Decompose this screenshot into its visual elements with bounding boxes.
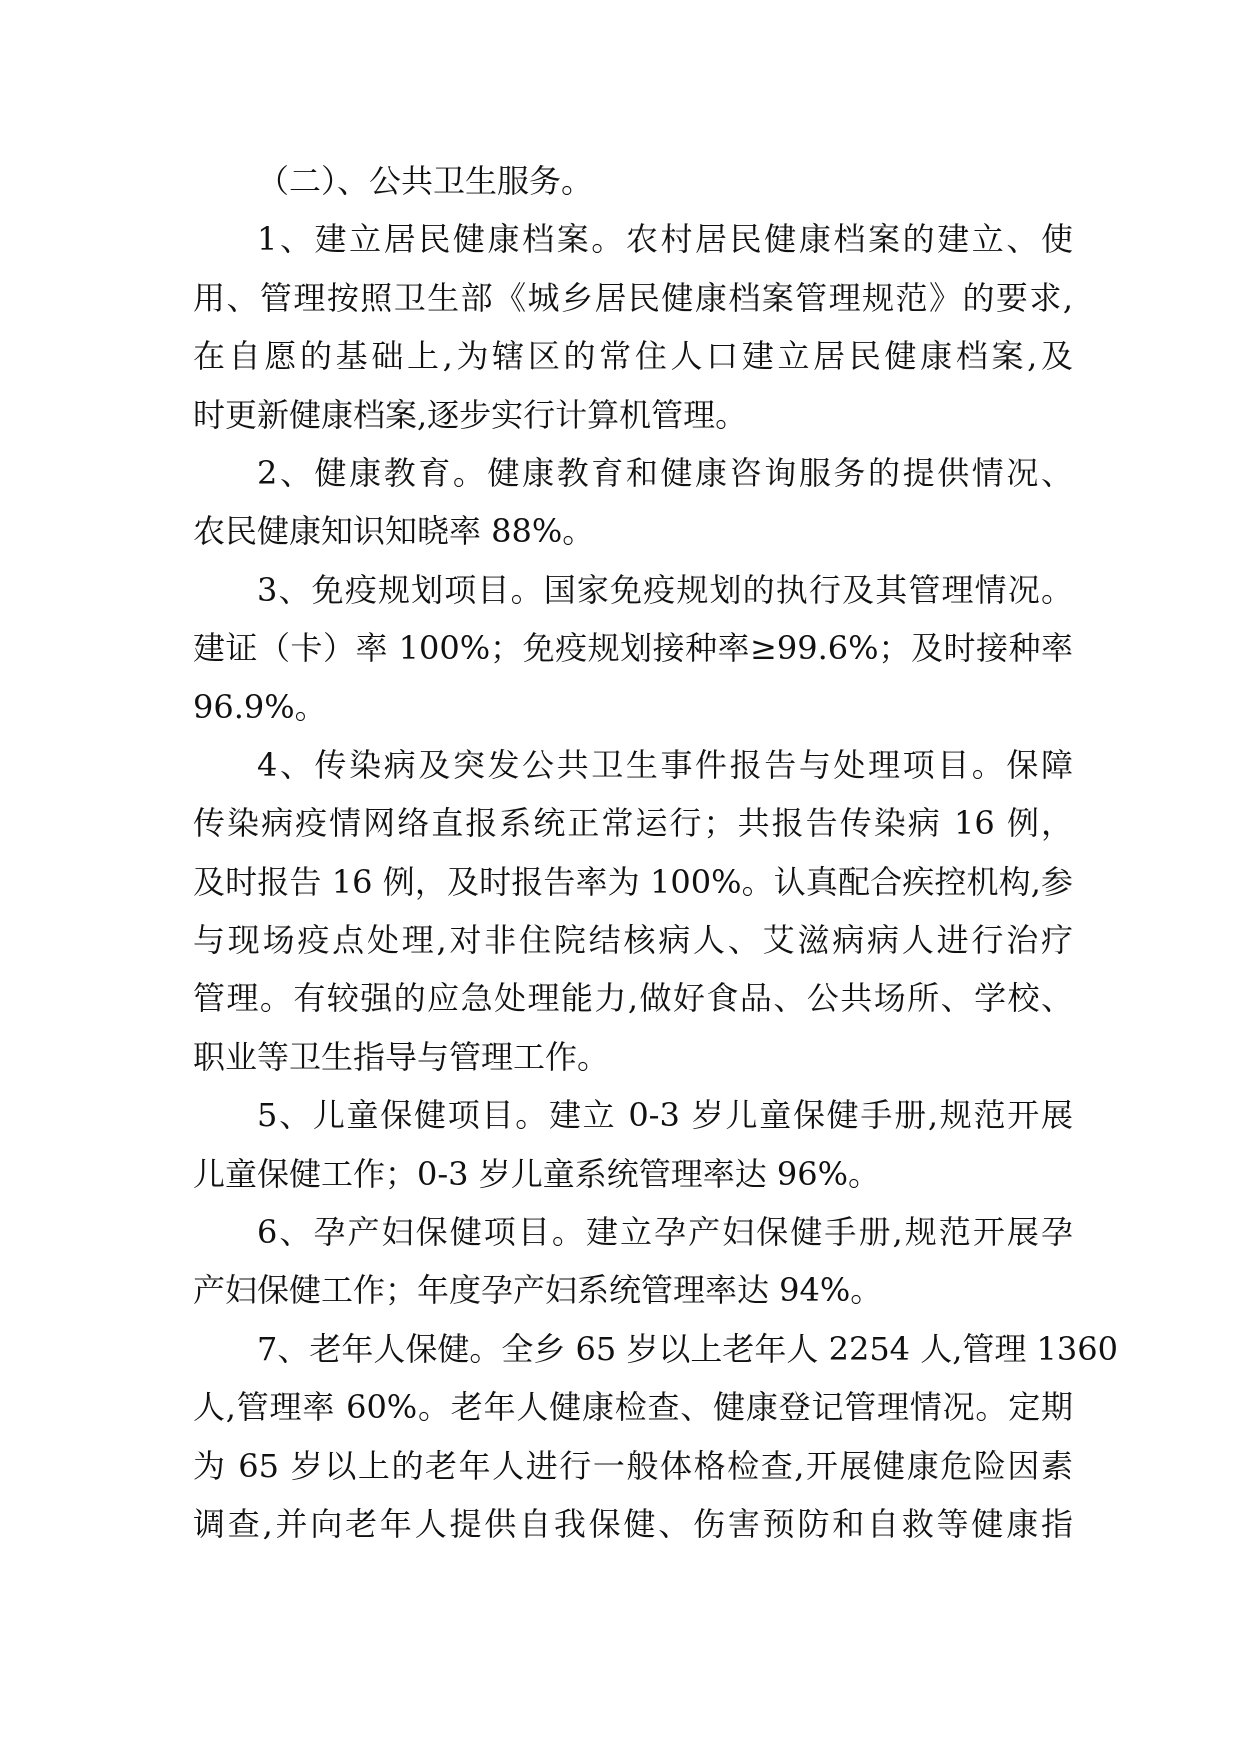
text-line: 及时报告 16 例，及时报告率为 100%。认真配合疾控机构,参 [193,862,1073,901]
text-line: 管理。有较强的应急处理能力,做好食品、公共场所、学校、 [193,979,1073,1018]
text-line: 在自愿的基础上,为辖区的常住人口建立居民健康档案,及 [193,337,1073,376]
text-line: 传染病疫情网络直报系统正常运行；共报告传染病 16 例， [193,804,1073,843]
text-line: 儿童保健工作；0-3 岁儿童系统管理率达 96%。 [193,1154,881,1193]
text-line: 用、管理按照卫生部《城乡居民健康档案管理规范》的要求, [193,278,1073,317]
text-line: 4、传染病及突发公共卫生事件报告与处理项目。保障 [257,745,1073,784]
text-line: 6、孕产妇保健项目。建立孕产妇保健手册,规范开展孕 [257,1213,1073,1252]
text-line: 建证（卡）率 100%；免疫规划接种率≥99.6%；及时接种率 [193,629,1073,668]
text-line: 为 65 岁以上的老年人进行一般体格检查,开展健康危险因素 [193,1446,1073,1485]
text-line: 农民健康知识知晓率 88%。 [193,512,595,551]
text-line: 产妇保健工作；年度孕产妇系统管理率达 94%。 [193,1271,883,1310]
text-line: 3、免疫规划项目。国家免疫规划的执行及其管理情况。 [257,570,1073,609]
text-line: 5、儿童保健项目。建立 0-3 岁儿童保健手册,规范开展 [257,1096,1073,1135]
text-line: 调查,并向老年人提供自我保健、伤害预防和自救等健康指 [193,1504,1073,1543]
text-line: 7、老年人保健。全乡 65 岁以上老年人 2254 人,管理 1360 [257,1329,1118,1368]
text-line: 1、建立居民健康档案。农村居民健康档案的建立、使 [257,220,1073,259]
text-line: 时更新健康档案,逐步实行计算机管理。 [193,395,748,434]
document-body [193,152,1118,1553]
section-heading: （二）、公共卫生服务。 [257,162,594,200]
text-line: 96.9%。 [193,687,327,726]
text-line: 与现场疫点处理,对非住院结核病人、艾滋病病人进行治疗 [193,921,1073,960]
text-line: 职业等卫生指导与管理工作。 [193,1037,610,1076]
text-line: 人,管理率 60%。老年人健康检查、健康登记管理情况。定期 [193,1388,1073,1427]
text-line: 2、健康教育。健康教育和健康咨询服务的提供情况、 [257,453,1073,492]
